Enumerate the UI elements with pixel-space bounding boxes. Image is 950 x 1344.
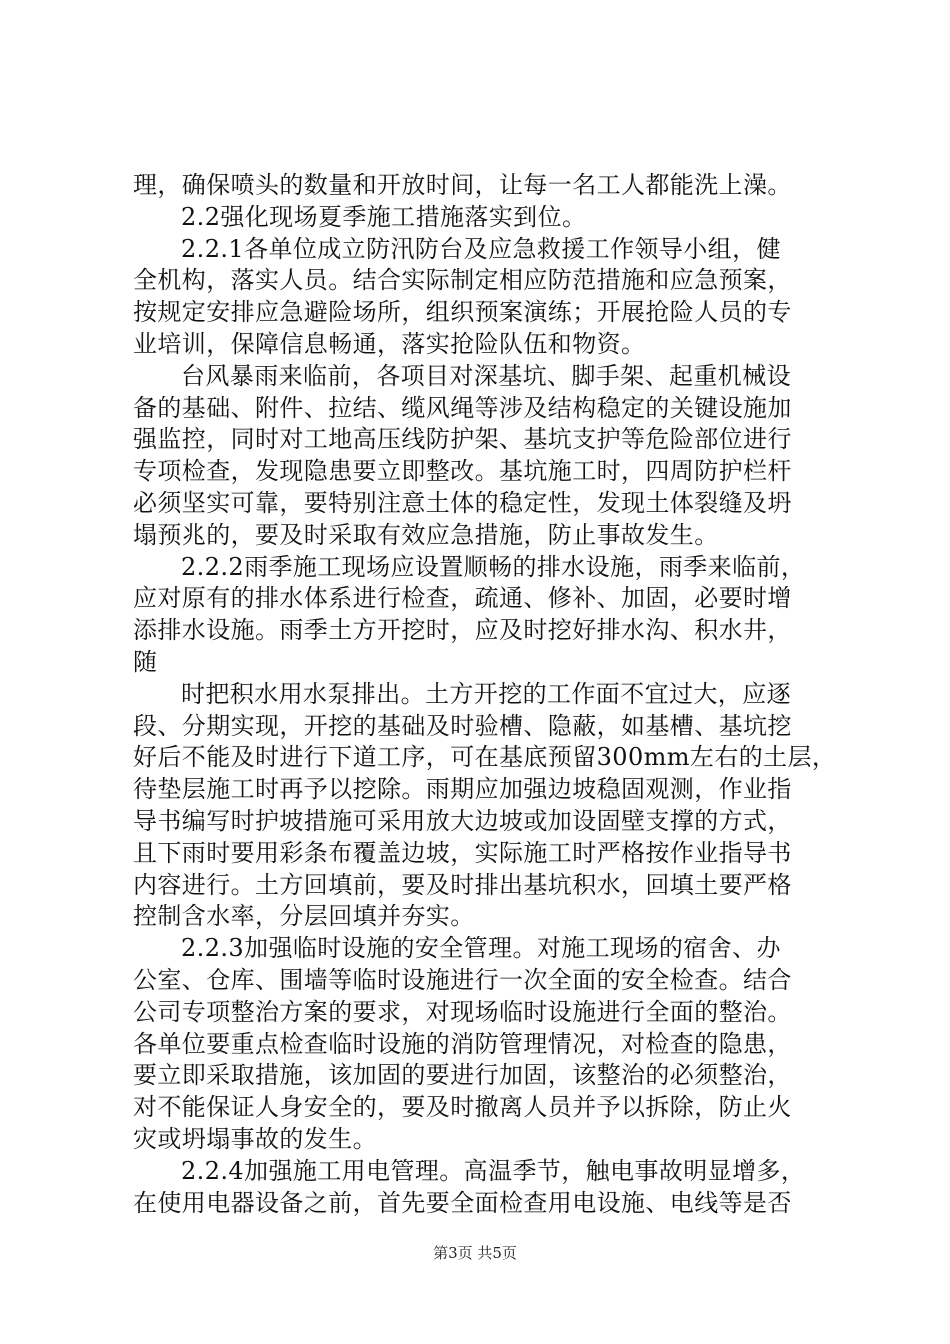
text-line: 专项检查，发现隐患要立即整改。基坑施工时，四周防护栏杆 bbox=[133, 457, 792, 486]
text-line: 公室、仓库、围墙等临时设施进行一次全面的安全检查。结合 bbox=[133, 965, 792, 994]
text-line: 按规定安排应急避险场所，组织预案演练；开展抢险人员的专 bbox=[133, 298, 792, 327]
text-line: 备的基础、附件、拉结、缆风绳等涉及结构稳定的关键设施加 bbox=[133, 393, 792, 422]
page-footer: 第3页 共5页 bbox=[433, 1244, 517, 1262]
text-line: 段、分期实现，开挖的基础及时验槽、隐蔽，如基槽、基坑挖 bbox=[133, 711, 792, 740]
text-line: 2.2.1各单位成立防汛防台及应急救援工作领导小组，健 bbox=[181, 234, 781, 263]
text-line: 2.2.4加强施工用电管理。高温季节，触电事故明显增多， bbox=[181, 1156, 806, 1185]
text-line: 好后不能及时进行下道工序，可在基底预留300mm左右的土层， bbox=[133, 743, 837, 772]
text-line: 灾或坍塌事故的发生。 bbox=[133, 1124, 377, 1153]
text-line: 内容进行。土方回填前，要及时排出基坑积水，回填土要严格 bbox=[133, 870, 792, 899]
text-line: 2.2.2雨季施工现场应设置顺畅的排水设施，雨季来临前， bbox=[181, 552, 806, 581]
text-line: 导书编写时护坡措施可采用放大边坡或加设固壁支撑的方式， bbox=[133, 806, 792, 835]
text-line: 在使用电器设备之前，首先要全面检查用电设施、电线等是否 bbox=[133, 1188, 792, 1217]
text-line: 业培训，保障信息畅通，落实抢险队伍和物资。 bbox=[133, 329, 646, 358]
text-line: 控制含水率，分层回填并夯实。 bbox=[133, 902, 475, 931]
text-line: 必须坚实可靠，要特别注意土体的稳定性，发现土体裂缝及坍 bbox=[133, 488, 792, 517]
text-line: 塌预兆的，要及时采取有效应急措施，防止事故发生。 bbox=[133, 520, 719, 549]
text-line: 时把积水用水泵排出。土方开挖的工作面不宜过大，应逐 bbox=[181, 679, 791, 708]
text-line: 2.2.3加强临时设施的安全管理。对施工现场的宿舍、办 bbox=[181, 934, 781, 963]
text-line: 要立即采取措施，该加固的要进行加固，该整治的必须整治， bbox=[133, 1061, 792, 1090]
text-line: 各单位要重点检查临时设施的消防管理情况，对检查的隐患， bbox=[133, 1029, 792, 1058]
text-line: 台风暴雨来临前，各项目对深基坑、脚手架、起重机械设 bbox=[181, 361, 791, 390]
text-line: 随 bbox=[133, 647, 158, 676]
text-line: 添排水设施。雨季土方开挖时，应及时挖好排水沟、积水井， bbox=[133, 616, 792, 645]
text-line: 理，确保喷头的数量和开放时间，让每一名工人都能洗上澡。 bbox=[133, 171, 792, 199]
text-line: 待垫层施工时再予以挖除。雨期应加强边坡稳固观测，作业指 bbox=[133, 775, 792, 804]
text-line: 且下雨时要用彩条布覆盖边坡，实际施工时严格按作业指导书 bbox=[133, 838, 792, 867]
text-line: 对不能保证人身安全的，要及时撤离人员并予以拆除，防止火 bbox=[133, 1093, 792, 1122]
text-line: 强监控，同时对工地高压线防护架、基坑支护等危险部位进行 bbox=[133, 425, 792, 454]
text-line: 公司专项整治方案的要求，对现场临时设施进行全面的整治。 bbox=[133, 997, 792, 1026]
document-body bbox=[133, 170, 837, 1219]
text-line: 全机构，落实人员。结合实际制定相应防范措施和应急预案， bbox=[133, 266, 792, 295]
text-line: 应对原有的排水体系进行检查，疏通、修补、加固，必要时增 bbox=[133, 584, 792, 613]
text-line: 2.2强化现场夏季施工措施落实到位。 bbox=[181, 202, 587, 231]
